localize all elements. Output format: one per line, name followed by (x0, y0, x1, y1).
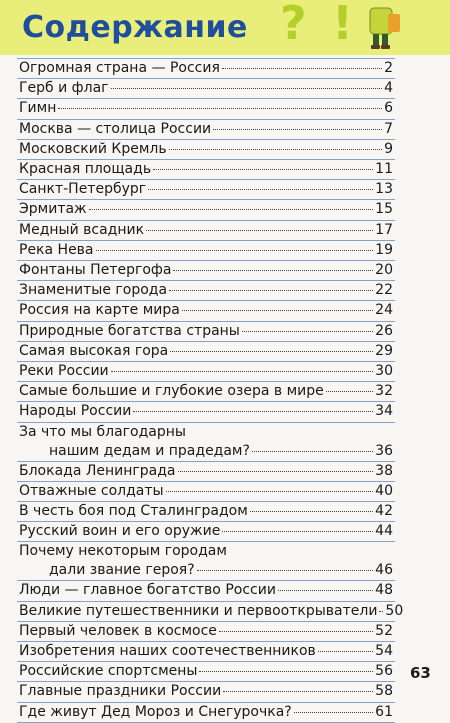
toc-entry (17, 200, 395, 220)
toc-entry-page: 13 (375, 181, 393, 198)
dot-leader (146, 230, 373, 231)
toc-entry-page: 46 (375, 562, 393, 579)
toc-entry (17, 602, 404, 622)
toc-entry (17, 362, 395, 382)
dot-leader (170, 351, 373, 352)
toc-entry-title: Самые большие и глубокие озера в мире (19, 383, 324, 400)
toc-entry (17, 241, 395, 261)
toc-entry-title: Московский Кремль (19, 140, 167, 157)
toc-entry-title: Изобретения наших соотечественников (19, 643, 316, 660)
toc-entry-title: Гимн (19, 100, 57, 117)
dot-leader (326, 391, 373, 392)
toc-entry-page: 36 (375, 442, 393, 459)
toc-entry-page: 2 (384, 60, 393, 76)
toc-entry-page: 42 (375, 503, 393, 520)
toc-entry-title: Отважные солдаты (19, 482, 164, 499)
dot-leader (318, 651, 373, 652)
toc-entry (17, 261, 395, 281)
toc-entry-title: Народы России (19, 403, 132, 420)
toc-entry-page: 26 (375, 322, 393, 339)
toc-entry-page: 17 (375, 221, 393, 238)
toc-entry-title: Реки России (19, 363, 109, 380)
toc-entry-page: 50 (385, 602, 404, 619)
dot-leader (111, 371, 374, 372)
dot-leader (166, 491, 374, 492)
toc-entry-title: В честь боя под Сталинградом (19, 503, 248, 520)
toc-entry (17, 642, 395, 662)
toc-entry-page: 48 (375, 582, 393, 599)
toc-entry-title: дали звание героя? (49, 562, 195, 579)
toc-entry-title: Главные праздники России (19, 683, 222, 700)
toc-entry-title: Санкт-Петербург (19, 181, 147, 198)
toc-entry (17, 662, 395, 682)
toc-entry-title: Российские спортсмены (19, 663, 198, 680)
toc-entry (17, 301, 395, 321)
page-title: Содержание (22, 10, 248, 45)
toc-entry-page: 20 (375, 262, 393, 279)
toc-entry-page: 61 (375, 703, 393, 720)
dot-leader (223, 691, 373, 692)
toc-entry-title: Где живут Дед Мороз и Снегурочка? (19, 703, 292, 720)
toc-entry-title: Великие путешественники и первооткрыватели (19, 602, 378, 619)
toc-entry-title: нашим дедам и прадедам? (49, 442, 250, 459)
toc-entry-title: Самая высокая гора (19, 342, 169, 359)
toc-entry-page: 24 (375, 302, 393, 319)
toc-entry-page: 22 (375, 282, 393, 299)
toc-entry-page: 15 (375, 201, 393, 218)
toc-entry-title: Медный всадник (19, 221, 145, 238)
toc-entry-title: Эрмитаж (19, 201, 87, 218)
toc-entry-title: Огромная страна — Россия (19, 60, 220, 76)
toc-entry (17, 482, 395, 502)
toc-entry (17, 140, 395, 160)
toc-entry (17, 402, 395, 422)
dot-leader (96, 250, 374, 251)
page-number: 63 (410, 664, 431, 682)
toc-entry-title: Москва — столица России (19, 120, 212, 137)
toc-entry-page: 34 (375, 403, 393, 420)
toc-entry-title: Герб и флаг (19, 80, 109, 97)
toc-entry (17, 622, 395, 642)
toc-entry-title: Река Нева (19, 241, 94, 258)
dot-leader (222, 68, 382, 69)
toc-entry-page: 38 (375, 462, 393, 479)
toc-entry-title: Люди — главное богатство России (19, 582, 276, 599)
header-band (0, 0, 450, 55)
dot-leader (219, 631, 373, 632)
toc-entry (17, 542, 395, 581)
dot-leader (213, 129, 382, 130)
toc-entry-page: 54 (375, 643, 393, 660)
toc-entry-page: 30 (375, 363, 393, 380)
toc-entry-page: 40 (375, 482, 393, 499)
question-mark-icon: ? (280, 0, 307, 50)
toc-entry-title: За что мы благодарны (19, 423, 186, 440)
dot-leader (199, 671, 373, 672)
toc-entry-page: 4 (384, 80, 393, 97)
toc-entry-title: Россия на карте мира (19, 302, 180, 319)
dot-leader (182, 310, 373, 311)
toc-entry (17, 180, 395, 200)
toc-entry-page: 7 (384, 120, 393, 137)
toc-entry (17, 322, 395, 342)
dot-leader (178, 471, 374, 472)
toc-entry-page: 52 (375, 622, 393, 639)
toc-entry-page: 6 (384, 100, 393, 117)
dot-leader (242, 331, 373, 332)
dot-leader (169, 290, 373, 291)
dot-leader (89, 209, 374, 210)
child-illustration-icon (360, 0, 410, 50)
dot-leader (173, 270, 373, 271)
toc-entry-page: 29 (375, 342, 393, 359)
toc-entry (17, 462, 395, 482)
toc-entry-page: 11 (375, 161, 393, 178)
toc-entry (17, 281, 395, 301)
toc-entry (17, 382, 395, 402)
toc-entry-title: Знаменитые города (19, 282, 168, 299)
toc-entry-title: Природные богатства страны (19, 322, 240, 339)
toc-entry (17, 120, 395, 140)
toc-entry (17, 423, 395, 462)
toc-entry (17, 703, 395, 723)
toc-entry-page: 58 (375, 683, 393, 700)
toc-entry-title: Фонтаны Петергофа (19, 262, 172, 279)
toc-entry-page: 56 (375, 663, 393, 680)
dot-leader (294, 712, 373, 713)
dot-leader (58, 108, 382, 109)
dot-leader (222, 531, 373, 532)
toc-entry (17, 522, 395, 542)
dot-leader (250, 511, 373, 512)
dot-leader (197, 570, 374, 571)
toc-entry (17, 581, 395, 601)
toc-entry (17, 221, 395, 241)
toc-entry (17, 59, 395, 79)
toc-entry-title: Первый человек в космосе (19, 622, 217, 639)
toc-entry-page: 44 (375, 523, 393, 540)
toc-entry (17, 99, 395, 119)
dot-leader (153, 169, 373, 170)
dot-leader (111, 88, 383, 89)
dot-leader (278, 590, 373, 591)
dot-leader (252, 451, 373, 452)
dot-leader (133, 411, 373, 412)
toc-entry-title: Блокада Ленинграда (19, 462, 176, 479)
toc-entry (17, 342, 395, 362)
toc-entry (17, 160, 395, 180)
toc-entry-page: 32 (375, 383, 393, 400)
toc-entry-page: 9 (384, 140, 393, 157)
toc-entry (17, 502, 395, 522)
dot-leader (379, 611, 383, 612)
dot-leader (169, 149, 382, 150)
toc-entry-title: Русский воин и его оружие (19, 523, 221, 540)
toc-entry-title: Почему некоторым городам (19, 543, 227, 560)
toc-entry (17, 79, 395, 99)
table-of-contents (17, 58, 404, 723)
toc-entry-page: 19 (375, 241, 393, 258)
exclamation-mark-icon: ! (332, 0, 353, 50)
toc-entry-title: Красная площадь (19, 161, 152, 178)
dot-leader (148, 189, 373, 190)
